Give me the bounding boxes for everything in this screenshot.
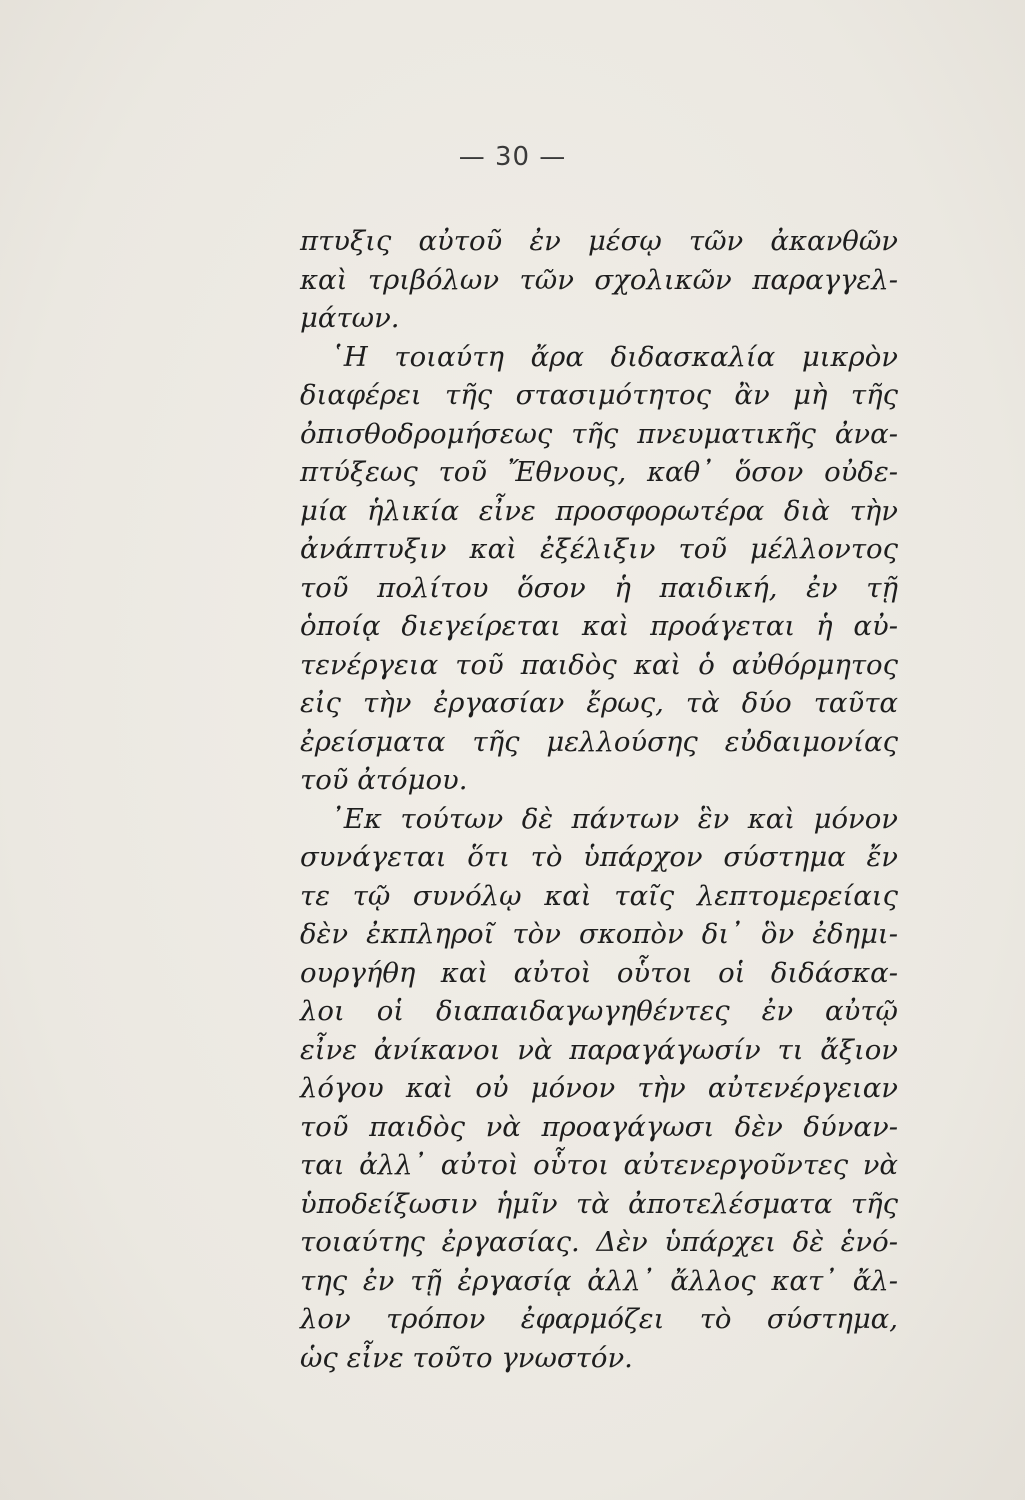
text-line: λόγου καὶ οὐ μόνον τὴν αὐτενέργειαν <box>300 1072 898 1104</box>
text-line: τε τῷ συνόλῳ καὶ ταῖς λεπτομερείαις <box>300 879 898 912</box>
text-line: της ἐν τῇ ἐργασίᾳ ἀλλ᾿ ἄλλος κατ᾿ ἄλ- <box>300 1264 898 1297</box>
text-line: ἐρείσματα τῆς μελλούσης εὐδαιμονίας <box>300 725 898 758</box>
page-text <box>300 222 898 1377</box>
text-line: τοῦ πολίτου ὅσον ἡ παιδική, ἐν τῇ <box>300 571 898 604</box>
text-line: συνάγεται ὅτι τὸ ὑπάρχον σύστημα ἔν <box>300 841 898 873</box>
text-line: πτύξεως τοῦ Ἔθνους, καθ᾿ ὅσον οὐδε- <box>300 456 898 488</box>
text-line: ᾿Εκ τούτων δὲ πάντων ἓν καὶ μόνον <box>330 802 898 835</box>
page-number: — 30 — <box>458 142 567 172</box>
text-line: ται ἀλλ᾿ αὐτοὶ οὗτοι αὐτενεργοῦντες νὰ <box>300 1149 898 1181</box>
text-line: ὀπισθοδρομήσεως τῆς πνευματικῆς ἀνα- <box>300 417 898 450</box>
text-line: τενέργεια τοῦ παιδὸς καὶ ὁ αὐθόρμητος <box>300 648 898 681</box>
text-line: μία ἡλικία εἶνε προσφορωτέρα διὰ τὴν <box>300 494 898 527</box>
text-line: καὶ τριβόλων τῶν σχολικῶν παραγγελ- <box>300 263 898 296</box>
text-line: ὑποδείξωσιν ἡμῖν τὰ ἀποτελέσματα τῆς <box>300 1187 898 1220</box>
text-line: διαφέρει τῆς στασιμότητος ἂν μὴ τῆς <box>300 379 898 411</box>
text-line: μάτων. <box>300 302 400 334</box>
text-line: ὡς εἶνε τοῦτο γνωστόν. <box>300 1341 633 1374</box>
text-line: εἶνε ἀνίκανοι νὰ παραγάγωσίν τι ἄξιον <box>300 1033 898 1066</box>
text-line: πτυξις αὐτοῦ ἐν μέσῳ τῶν ἀκανθῶν <box>300 225 898 257</box>
text-line: τοιαύτης ἐργασίας. Δὲν ὑπάρχει δὲ ἑνό- <box>300 1226 898 1258</box>
text-line: ουργήθη καὶ αὐτοὶ οὗτοι οἱ διδάσκα- <box>300 956 898 989</box>
text-line: εἰς τὴν ἐργασίαν ἔρως, τὰ δύο ταῦτα <box>300 687 898 719</box>
text-line: ὁποίᾳ διεγείρεται καὶ προάγεται ἡ αὐ- <box>300 610 898 642</box>
text-line: λον τρόπον ἐφαρμόζει τὸ σύστημα, <box>300 1303 898 1335</box>
text-line: τοῦ ἀτόμου. <box>300 764 468 796</box>
text-line: ἀνάπτυξιν καὶ ἐξέλιξιν τοῦ μέλλοντος <box>300 533 898 565</box>
text-line: δὲν ἐκπληροῖ τὸν σκοπὸν δι᾿ ὃν ἐδημι- <box>300 918 898 950</box>
text-line: ῾Η τοιαύτη ἄρα διδασκαλία μικρὸν <box>330 340 898 373</box>
text-line: λοι οἱ διαπαιδαγωγηθέντες ἐν αὐτῷ <box>300 995 898 1027</box>
text-line: τοῦ παιδὸς νὰ προαγάγωσι δὲν δύναν- <box>300 1110 898 1143</box>
